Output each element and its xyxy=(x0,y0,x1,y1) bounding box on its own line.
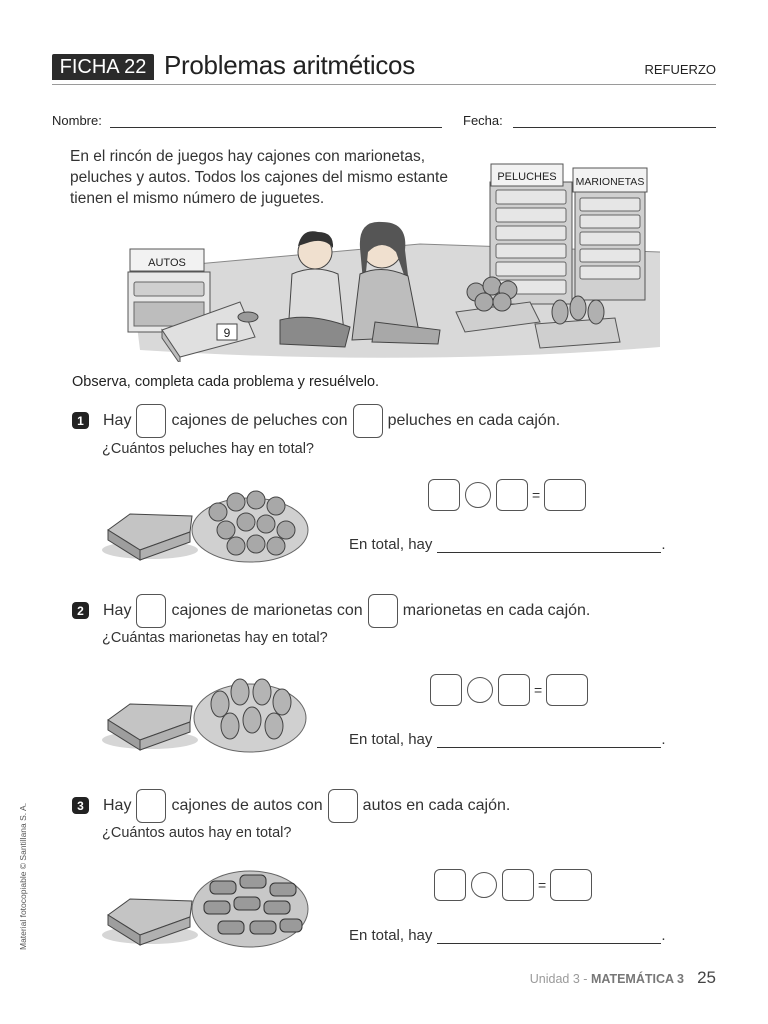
cajones-count-box[interactable] xyxy=(136,404,166,438)
answer-blank[interactable] xyxy=(437,538,661,553)
equation-row xyxy=(434,869,592,901)
result-box[interactable] xyxy=(544,479,586,511)
nombre-field[interactable] xyxy=(110,127,442,128)
page-title: Problemas aritméticos xyxy=(164,50,415,80)
instruction-text: Observa, completa cada problema y resuélvelo. xyxy=(72,374,380,390)
cajones-count-box[interactable] xyxy=(136,594,166,628)
operand-box[interactable] xyxy=(496,479,528,511)
page-number: 25 xyxy=(697,968,716,987)
peluches-label: PELUCHES xyxy=(497,171,557,183)
answer-prefix: En total, hay xyxy=(349,731,433,748)
operator-circle[interactable] xyxy=(465,482,491,508)
per-drawer-count-box[interactable] xyxy=(328,789,358,823)
marionetas-label: MARIONETAS xyxy=(575,176,645,188)
operand-box[interactable] xyxy=(502,869,534,901)
equals-sign: = xyxy=(538,877,547,893)
marionetas-drawer-illustration xyxy=(100,662,310,757)
operand-box[interactable] xyxy=(434,869,466,901)
problem-question: ¿Cuántos peluches hay en total? xyxy=(102,441,314,457)
operator-circle[interactable] xyxy=(467,677,493,703)
problem-question: ¿Cuántas marionetas hay en total? xyxy=(102,630,328,646)
problem-middle-text: cajones de autos con xyxy=(171,797,323,814)
equation-row xyxy=(428,479,586,511)
footer-unit-label: Unidad 3 - xyxy=(529,972,588,986)
operand-box[interactable] xyxy=(498,674,530,706)
problem-middle-text: cajones de peluches con xyxy=(171,412,348,429)
autos-drawer-illustration xyxy=(100,857,310,952)
fecha-field[interactable] xyxy=(513,127,716,128)
footer-unit xyxy=(530,972,684,986)
problem-hay-text: Hay xyxy=(103,412,132,429)
problem-number-badge: 3 xyxy=(72,797,89,814)
problem-3-statement xyxy=(103,789,510,823)
problem-number-badge: 1 xyxy=(72,412,89,429)
problem-hay-text: Hay xyxy=(103,797,132,814)
ficha-badge: FICHA 22 xyxy=(52,54,154,80)
equals-sign: = xyxy=(534,682,543,698)
result-box[interactable] xyxy=(550,869,592,901)
problem-end-text: marionetas en cada cajón. xyxy=(402,602,591,619)
nombre-label: Nombre: xyxy=(52,113,102,128)
peluches-drawer-illustration xyxy=(100,472,310,567)
answer-period: . xyxy=(661,927,666,944)
header-divider xyxy=(52,84,716,85)
problem-end-text: autos en cada cajón. xyxy=(362,797,511,814)
answer-blank[interactable] xyxy=(437,733,661,748)
refuerzo-tag: REFUERZO xyxy=(644,62,716,77)
operator-circle[interactable] xyxy=(471,872,497,898)
problem-middle-text: cajones de marionetas con xyxy=(171,602,363,619)
answer-line xyxy=(349,731,666,748)
answer-period: . xyxy=(661,731,666,748)
answer-prefix: En total, hay xyxy=(349,536,433,553)
problem-number-badge: 2 xyxy=(72,602,89,619)
result-box[interactable] xyxy=(546,674,588,706)
fecha-label: Fecha: xyxy=(463,113,503,128)
autos-label: AUTOS xyxy=(148,257,186,269)
operand-box[interactable] xyxy=(430,674,462,706)
answer-period: . xyxy=(661,536,666,553)
equals-sign: = xyxy=(532,487,541,503)
copyright-note: Material fotocopiable © Santillana S. A. xyxy=(18,802,28,950)
answer-line xyxy=(349,927,666,944)
cajones-count-box[interactable] xyxy=(136,789,166,823)
problem-1-statement xyxy=(103,404,560,438)
problem-2-statement xyxy=(103,594,590,628)
problem-question: ¿Cuántos autos hay en total? xyxy=(102,825,292,841)
problem-hay-text: Hay xyxy=(103,602,132,619)
answer-blank[interactable] xyxy=(437,929,661,944)
per-drawer-count-box[interactable] xyxy=(368,594,398,628)
equation-row xyxy=(430,674,588,706)
footer-subject: MATEMÁTICA 3 xyxy=(590,972,684,986)
number-card: 9 xyxy=(223,326,231,340)
per-drawer-count-box[interactable] xyxy=(353,404,383,438)
problem-end-text: peluches en cada cajón. xyxy=(387,412,561,429)
intro-text: En el rincón de juegos hay cajones con marionetas, peluches y autos. Todos los cajones del mismo estante tienen el mismo número de juguetes. xyxy=(70,148,448,207)
operand-box[interactable] xyxy=(428,479,460,511)
answer-line xyxy=(349,536,666,553)
answer-prefix: En total, hay xyxy=(349,927,433,944)
